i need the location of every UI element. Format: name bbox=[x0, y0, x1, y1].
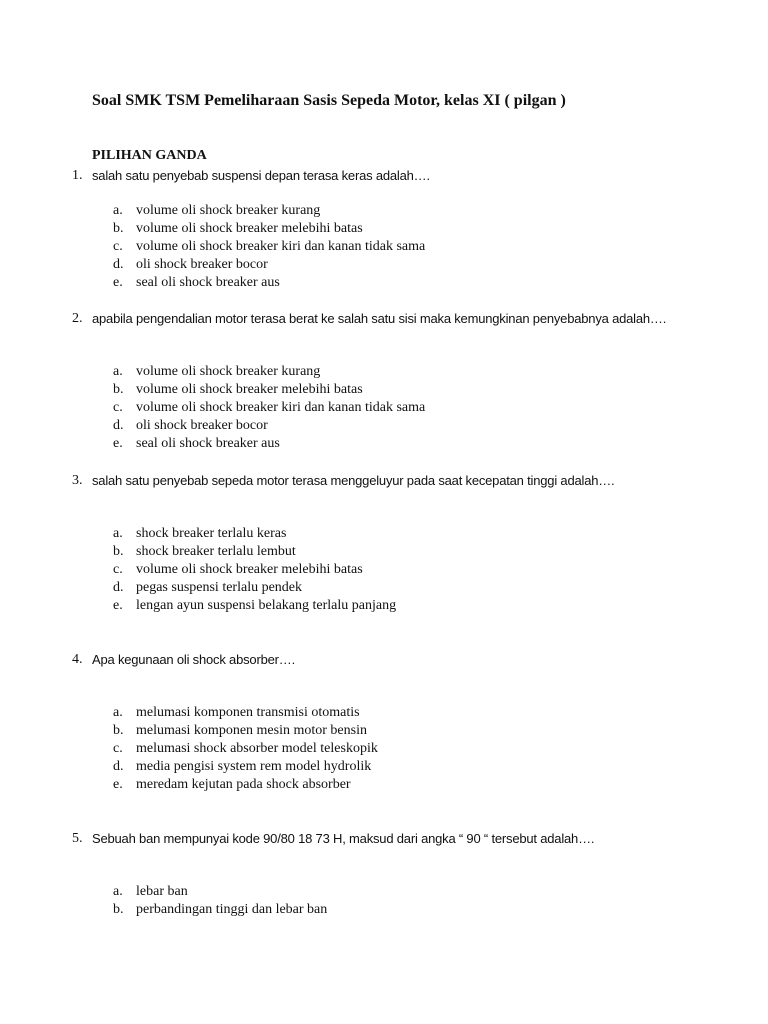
option-letter: b. bbox=[113, 382, 124, 397]
option-letter: a. bbox=[113, 884, 123, 899]
option bbox=[113, 740, 378, 758]
option-text: volume oli shock breaker kurang bbox=[136, 364, 321, 379]
option-text: volume oli shock breaker melebihi batas bbox=[136, 382, 363, 397]
option-letter: e. bbox=[113, 777, 123, 792]
option-text: volume oli shock breaker melebihi batas bbox=[136, 221, 363, 236]
option-text: volume oli shock breaker kurang bbox=[136, 203, 321, 218]
option bbox=[113, 399, 425, 417]
option-letter: e. bbox=[113, 275, 123, 290]
option-letter: d. bbox=[113, 759, 124, 774]
question-3 bbox=[72, 472, 692, 490]
question-number: 4. bbox=[72, 652, 83, 667]
option bbox=[113, 381, 425, 399]
option bbox=[113, 901, 327, 919]
question-number: 1. bbox=[72, 168, 83, 183]
option bbox=[113, 776, 378, 794]
option bbox=[113, 561, 396, 579]
option-text: meredam kejutan pada shock absorber bbox=[136, 777, 351, 792]
question-text: salah satu penyebab sepeda motor terasa menggeluyur pada saat kecepatan tinggi adalah…. bbox=[92, 473, 615, 488]
option-text: volume oli shock breaker kiri dan kanan tidak sama bbox=[136, 400, 426, 415]
option-letter: a. bbox=[113, 364, 123, 379]
option bbox=[113, 435, 425, 453]
option-letter: b. bbox=[113, 544, 124, 559]
question-number: 3. bbox=[72, 473, 83, 488]
option-text: volume oli shock breaker melebihi batas bbox=[136, 562, 363, 577]
option-text: lengan ayun suspensi belakang terlalu panjang bbox=[136, 598, 397, 613]
option bbox=[113, 543, 396, 561]
option-letter: c. bbox=[113, 562, 123, 577]
option-letter: c. bbox=[113, 239, 123, 254]
options-4 bbox=[113, 704, 378, 794]
section-heading: PILIHAN GANDA bbox=[92, 148, 207, 163]
option bbox=[113, 704, 378, 722]
option-text: volume oli shock breaker kiri dan kanan tidak sama bbox=[136, 239, 426, 254]
question-text: salah satu penyebab suspensi depan terasa keras adalah…. bbox=[92, 168, 430, 183]
option-text: perbandingan tinggi dan lebar ban bbox=[136, 902, 328, 917]
options-2 bbox=[113, 363, 425, 453]
option-letter: a. bbox=[113, 203, 123, 218]
option-letter: b. bbox=[113, 221, 124, 236]
option-text: seal oli shock breaker aus bbox=[136, 275, 280, 290]
option-text: oli shock breaker bocor bbox=[136, 418, 268, 433]
question-number: 5. bbox=[72, 831, 83, 846]
option-text: melumasi komponen transmisi otomatis bbox=[136, 705, 360, 720]
options-1 bbox=[113, 202, 425, 292]
page-title: Soal SMK TSM Pemeliharaan Sasis Sepeda Motor, kelas XI ( pilgan ) bbox=[92, 92, 566, 109]
option-text: melumasi shock absorber model teleskopik bbox=[136, 741, 378, 756]
question-number: 2. bbox=[72, 311, 83, 326]
option-letter: a. bbox=[113, 705, 123, 720]
option-text: melumasi komponen mesin motor bensin bbox=[136, 723, 367, 738]
question-2 bbox=[72, 310, 692, 328]
question-text: Sebuah ban mempunyai kode 90/80 18 73 H, maksud dari angka “ 90 “ tersebut adalah…. bbox=[92, 831, 595, 846]
option-letter: e. bbox=[113, 598, 123, 613]
option-letter: d. bbox=[113, 580, 124, 595]
option-text: shock breaker terlalu keras bbox=[136, 526, 287, 541]
option bbox=[113, 256, 425, 274]
option bbox=[113, 417, 425, 435]
option-letter: d. bbox=[113, 257, 124, 272]
question-text: Apa kegunaan oli shock absorber…. bbox=[92, 652, 295, 667]
option-letter: a. bbox=[113, 526, 123, 541]
option-letter: b. bbox=[113, 902, 124, 917]
option bbox=[113, 579, 396, 597]
option bbox=[113, 525, 396, 543]
option bbox=[113, 274, 425, 292]
options-5 bbox=[113, 883, 327, 919]
option-letter: c. bbox=[113, 400, 123, 415]
question-text: apabila pengendalian motor terasa berat ke salah satu sisi maka kemungkinan penyebabnya adalah…. bbox=[92, 311, 667, 326]
option bbox=[113, 722, 378, 740]
option-text: seal oli shock breaker aus bbox=[136, 436, 280, 451]
option-text: lebar ban bbox=[136, 884, 188, 899]
option bbox=[113, 597, 396, 615]
option bbox=[113, 363, 425, 381]
option bbox=[113, 202, 425, 220]
option bbox=[113, 238, 425, 256]
option-letter: d. bbox=[113, 418, 124, 433]
question-5 bbox=[72, 830, 692, 848]
option-text: pegas suspensi terlalu pendek bbox=[136, 580, 303, 595]
question-1 bbox=[72, 167, 692, 185]
option bbox=[113, 220, 425, 238]
option-letter: b. bbox=[113, 723, 124, 738]
option bbox=[113, 758, 378, 776]
option bbox=[113, 883, 327, 901]
question-4 bbox=[72, 651, 692, 669]
option-letter: c. bbox=[113, 741, 123, 756]
option-letter: e. bbox=[113, 436, 123, 451]
options-3 bbox=[113, 525, 396, 615]
option-text: media pengisi system rem model hydrolik bbox=[136, 759, 372, 774]
option-text: oli shock breaker bocor bbox=[136, 257, 268, 272]
option-text: shock breaker terlalu lembut bbox=[136, 544, 296, 559]
